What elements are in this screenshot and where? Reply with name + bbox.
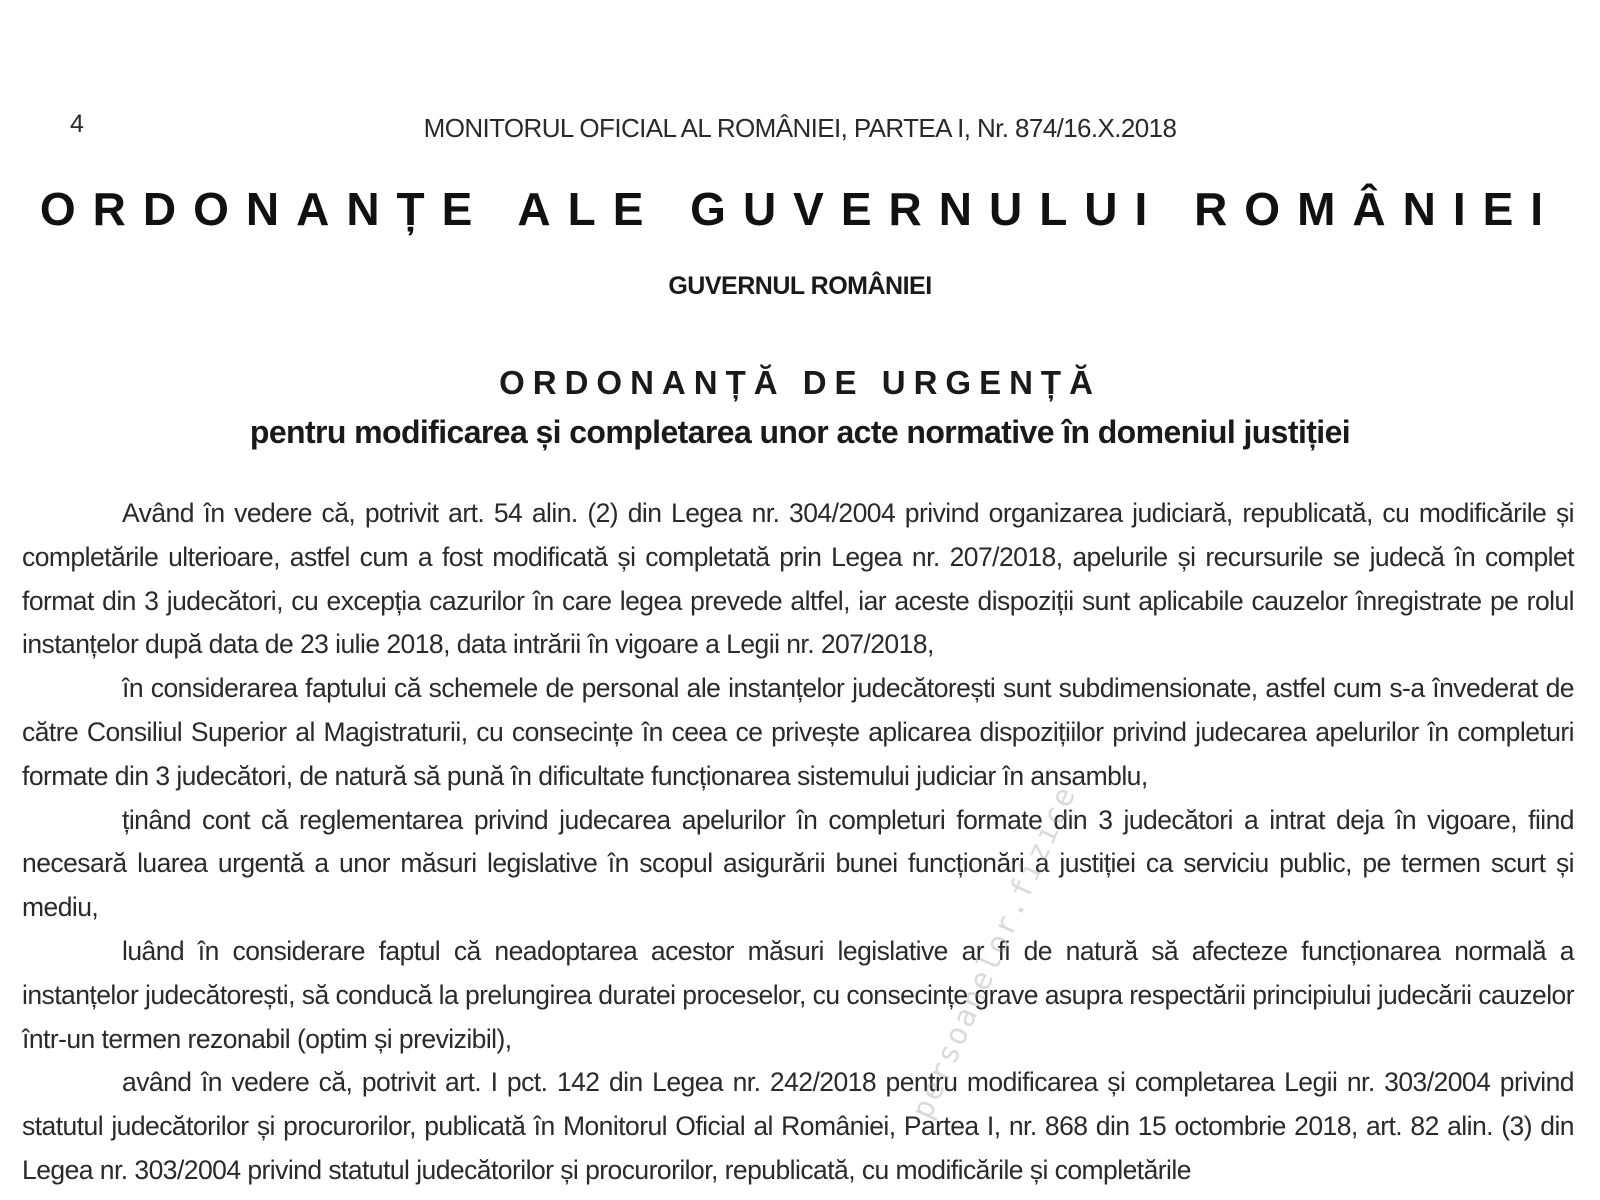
body-paragraph: în considerarea faptului că schemele de personal ale instanțelor judecătorești sunt subdimensionate, astfel cum s-a învederat de către Consiliul Superior al Magistraturii, cu consecințe în ceea ce privește aplicarea dispozițiilor privind judecarea apelurilor în completuri formate din 3 judecători, de natură să pună în dificultate funcționarea sistemului judiciar în ansamblu, (22, 673, 1574, 791)
watermark: persoanelor.fizice (905, 780, 1084, 1125)
body-paragraph: având în vedere că, potrivit art. I pct. 142 din Legea nr. 242/2018 pentru modificarea și completarea Legii nr. 303/2004 privind statutul judecătorilor și procurorilor, publicată în Monitorul Oficial al României, Partea I, nr. 868 din 15 octombrie 2018, art. 82 alin. (3) din Legea nr. 303/2004 privind statutul judecătorilor și procurorilor, republicată, cu modificările și completările (22, 1067, 1574, 1185)
body-paragraph: luând în considerare faptul că neadoptarea acestor măsuri legislative ar fi de natură să afecteze funcționarea normală a instanțelor judecătorești, să conducă la prelungirea duratei proceselor, cu consecințe grave asupra respectării principiului judecării cauzelor într-un termen rezonabil (optim și previzibil), (22, 935, 1575, 1054)
act-subtitle: pentru modificarea și completarea unor acte normative în domeniul justiției (249, 414, 1351, 450)
issuer-name: GUVERNUL ROMÂNIEI (668, 272, 932, 300)
body-paragraph: ținând cont că reglementarea privind judecarea apelurilor în completuri formate din 3 judecători a intrat deja în vigoare, fiind necesară luarea urgentă a unor măsuri legislative în scopul asigurării bunei funcționări a justiției ca serviciu public, pe termen scurt și mediu, (22, 804, 1574, 923)
body-paragraph: Având în vedere că, potrivit art. 54 alin. (2) din Legea nr. 304/2004 privind organizarea judiciară, republicată, cu modificările și completările ulterioare, astfel cum a fost modificată și completată prin Legea nr. 207/2018, apelurile și recursurile se judecă în complet format din 3 judecători, cu excepția cazurilor în care legea prevede altfel, iar aceste dispoziții sunt aplicabile cauzelor înregistrate pe rolul instanțelor după data de 23 iulie 2018, data intrării în vigoare a Legii nr. 207/2018, (22, 498, 1574, 660)
running-header: MONITORUL OFICIAL AL ROMÂNIEI, PARTEA I, Nr. 874/16.X.2018 (423, 113, 1177, 143)
document-body (22, 492, 1574, 1193)
section-title: ORDONANȚE ALE GUVERNULUI ROMÂNIEI (39, 183, 1561, 235)
page-number: 4 (70, 110, 84, 138)
act-type-heading: ORDONANȚĂ DE URGENȚĂ (499, 364, 1101, 401)
